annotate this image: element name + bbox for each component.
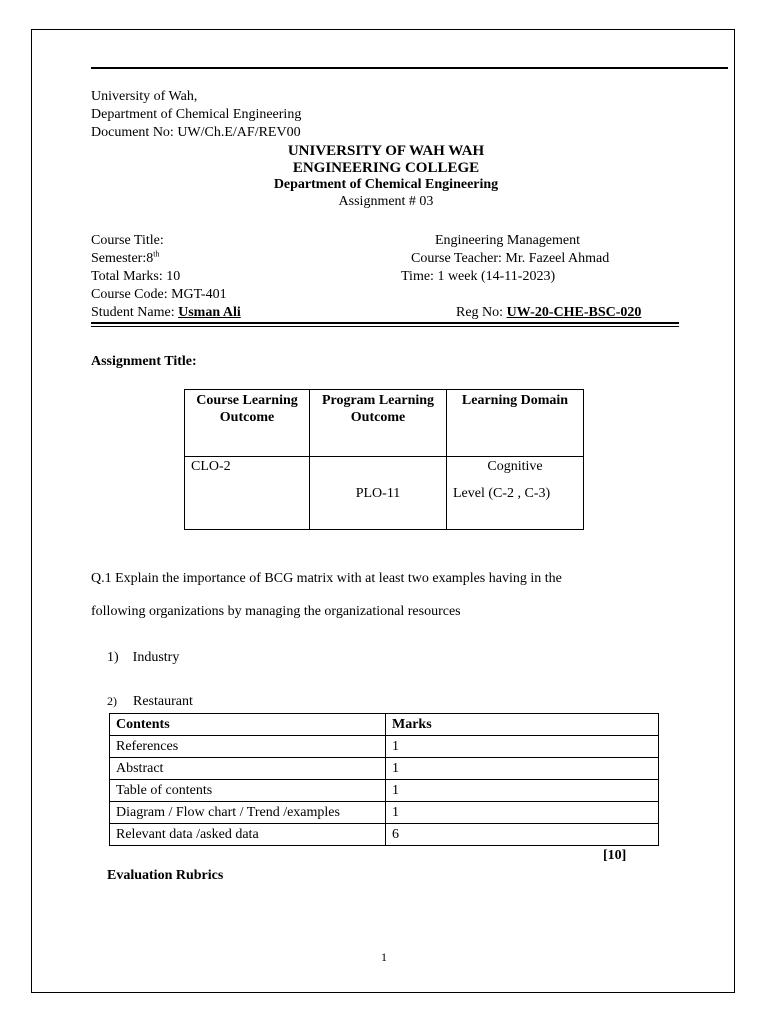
table-row: [110, 758, 659, 780]
student-name-label: Student Name:: [91, 305, 179, 320]
row-content: References: [110, 736, 386, 758]
cell-clo: [185, 457, 310, 530]
outcome-header-row: [185, 390, 584, 457]
course-title-value: Engineering Management: [435, 233, 581, 248]
question-item-1: [107, 649, 179, 667]
header-rule: [91, 67, 728, 69]
row-content: Relevant data /asked data: [110, 824, 386, 846]
reg-no-value: UW-20-CHE-BSC-020: [506, 305, 642, 320]
cell-plo: [310, 457, 447, 530]
question-line2: following organizations by managing the organizational resources: [91, 604, 461, 619]
reg-no-label: Reg No:: [456, 305, 507, 320]
row-marks: 1: [386, 758, 659, 780]
student-name-value: Usman Ali: [178, 305, 241, 320]
plo-value: PLO-11: [355, 486, 401, 501]
row-content: Table of contents: [110, 780, 386, 802]
table-row: [110, 780, 659, 802]
header-plo: [310, 390, 447, 457]
item-2-text: Restaurant: [133, 694, 193, 709]
department-line: Department of Chemical Engineering: [91, 107, 302, 122]
header-domain-text: Learning Domain: [461, 393, 569, 408]
semester-label: Semester:8: [91, 251, 154, 266]
row-content: Abstract: [110, 758, 386, 780]
header-domain: [447, 390, 584, 457]
info-rule-thin: [91, 326, 679, 327]
time-allowed: Time: 1 week (14-11-2023): [401, 269, 556, 284]
title-university: UNIVERSITY OF WAH WAH: [287, 143, 485, 159]
outcome-table: [184, 389, 584, 530]
item-1-number: 1): [107, 650, 119, 665]
header-clo: [185, 390, 310, 457]
item-1-text: Industry: [132, 650, 180, 665]
item-2-number: 2): [107, 694, 117, 708]
evaluation-rubrics-label: Evaluation Rubrics: [107, 868, 224, 883]
document-number: Document No: UW/Ch.E/AF/REV00: [91, 125, 301, 140]
row-content: Diagram / Flow chart / Trend /examples: [110, 802, 386, 824]
domain-line2: Level (C-2 , C-3): [453, 486, 551, 501]
title-assignment: Assignment # 03: [338, 194, 434, 209]
clo-value: CLO-2: [191, 459, 231, 474]
marks-header-row: [110, 714, 659, 736]
semester-superscript: th: [153, 249, 160, 259]
info-rule-thick: [91, 322, 679, 324]
university-line: University of Wah,: [91, 89, 198, 104]
cell-domain: [447, 457, 584, 530]
marks-total: [10]: [603, 848, 627, 863]
header-contents: Contents: [110, 714, 386, 736]
course-code: Course Code: MGT-401: [91, 287, 227, 302]
course-title-label: Course Title:: [91, 233, 164, 248]
reg-no: [456, 304, 641, 322]
header-marks: Marks: [386, 714, 659, 736]
row-marks: 1: [386, 780, 659, 802]
course-teacher: Course Teacher: Mr. Fazeel Ahmad: [411, 251, 610, 266]
semester: [91, 250, 159, 268]
student-name: [91, 304, 241, 322]
row-marks: 1: [386, 736, 659, 758]
table-row: [110, 824, 659, 846]
page-number: 1: [381, 950, 387, 964]
domain-line1: Cognitive: [487, 459, 543, 474]
table-row: [110, 736, 659, 758]
row-marks: 6: [386, 824, 659, 846]
question-line1: Q.1 Explain the importance of BCG matrix with at least two examples having in the: [91, 571, 562, 586]
row-marks: 1: [386, 802, 659, 824]
title-department: Department of Chemical Engineering: [273, 177, 499, 192]
outcome-data-row: [185, 457, 584, 530]
header-clo-text: Course Learning Outcome: [196, 393, 298, 425]
question-item-2: [107, 692, 193, 711]
assignment-title-label: Assignment Title:: [91, 354, 197, 369]
table-row: [110, 802, 659, 824]
total-marks: Total Marks: 10: [91, 269, 181, 284]
marks-table: [109, 713, 659, 846]
title-college: ENGINEERING COLLEGE: [292, 160, 480, 176]
header-plo-text: Program Learning Outcome: [321, 393, 435, 425]
